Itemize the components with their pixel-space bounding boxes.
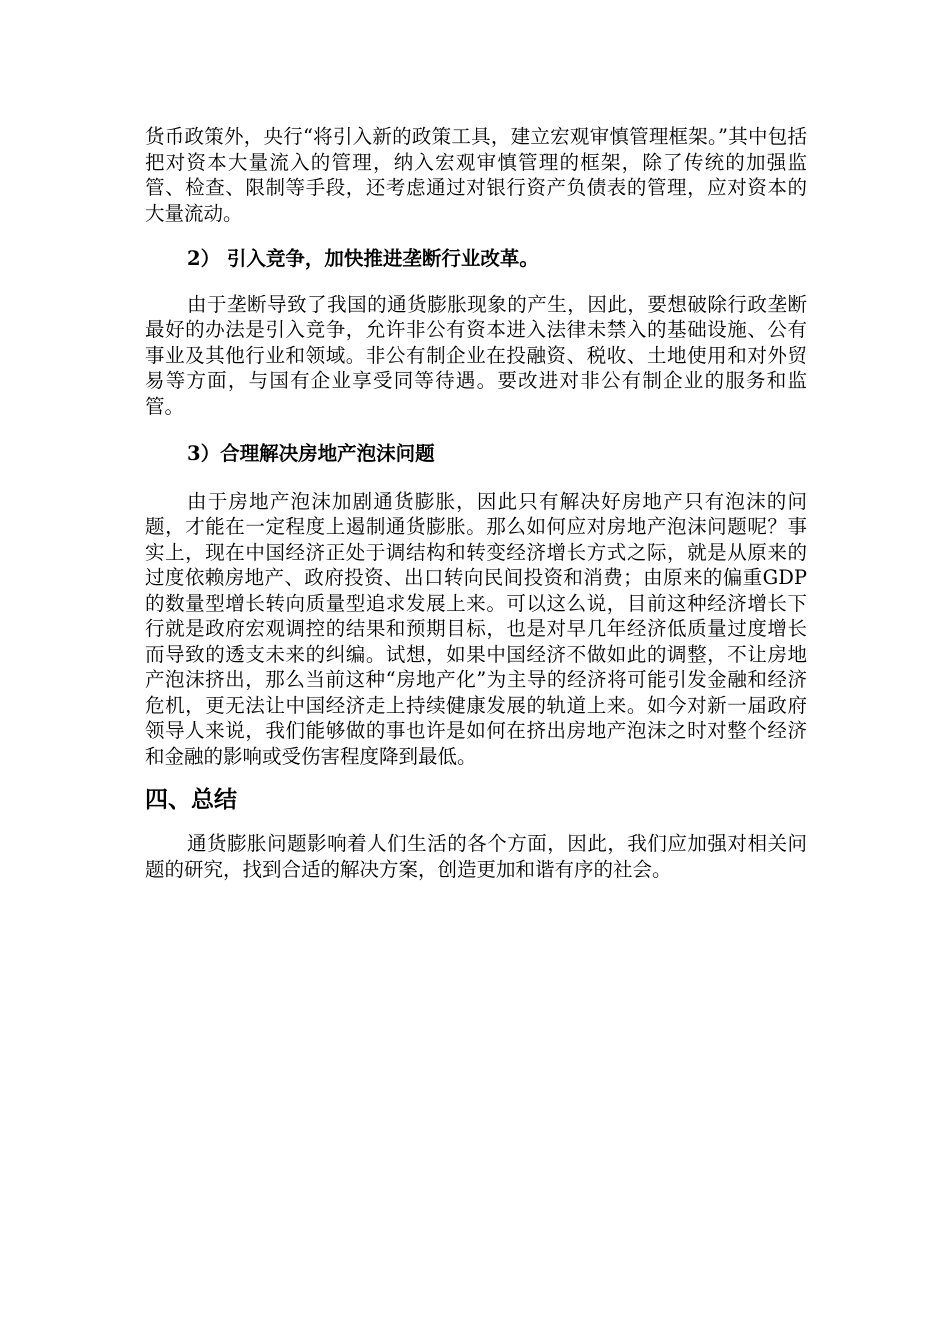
- paragraph-4: 通货膨胀问题影响着人们生活的各个方面，因此，我们应加强对相关问题的研究，找到合适的解决方案，创造更加和谐有序的社会。: [145, 832, 807, 881]
- paragraph-2: 由于垄断导致了我国的通货膨胀现象的产生，因此，要想破除行政垄断最好的办法是引入竞争，允许非公有资本进入法律未禁入的基础设施、公有事业及其他行业和领域。非公有制企业在投融资、税收、土地使用和对外贸易等方面，与国有企业享受同等待遇。要改进对非公有制企业的服务和监管。: [145, 292, 807, 418]
- document-body: [145, 124, 807, 882]
- intro-paragraph: 货币政策外，央行“将引入新的政策工具，建立宏观审慎管理框架。”其中包括把对资本大量流入的管理，纳入宏观审慎管理的框架，除了传统的加强监管、检查、限制等手段，还考虑通过对银行资产负债表的管理，应对资本的大量流动。: [145, 125, 807, 225]
- section-4-title: 四、总结: [145, 786, 237, 813]
- subheading-3: 3）合理解决房地产泡沫问题: [187, 442, 435, 465]
- paragraph-3: 由于房地产泡沫加剧通货膨胀，因此只有解决好房地产只有泡沫的问题，才能在一定程度上遏制通货膨胀。那么如何应对房地产泡沫问题呢？事实上，现在中国经济正处于调结构和转变经济增长方式之际，就是从原来的过度依赖房地产、政府投资、出口转向民间投资和消费；由原来的偏重GDP的数量型增长转向质量型追求发展上来。可以这么说，目前这种经济增长下行就是政府宏观调控的结果和预期目标，也是对早几年经济低质量过度增长而导致的透支未来的纠编。试想，如果中国经济不做如此的调整，不让房地产泡沫挤出，那么当前这种“房地产化”为主导的经济将可能引发金融和经济危机，更无法让中国经济走上持续健康发展的轨道上来。如今对新一届政府领导人来说，我们能够做的事也许是如何在挤出房地产泡沫之时对整个经济和金融的影响或受伤害程度降到最低。: [145, 489, 807, 768]
- subheading-2: 2） 引入竞争，加快推进垄断行业改革。: [187, 247, 539, 270]
